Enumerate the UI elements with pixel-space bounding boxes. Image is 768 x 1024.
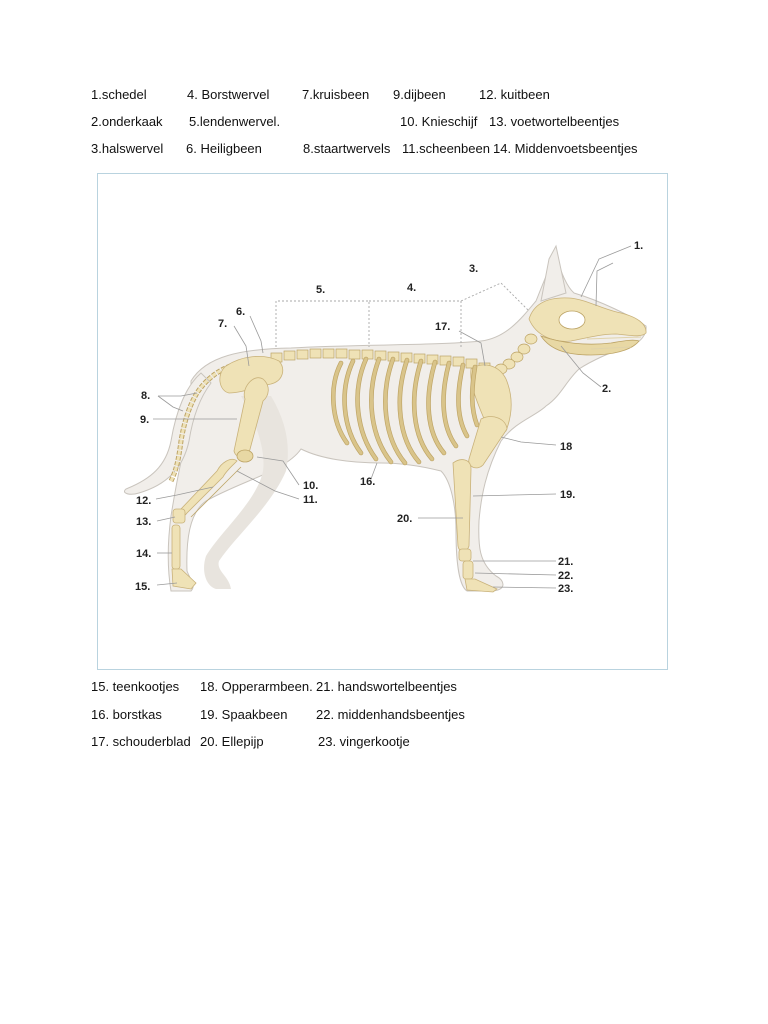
label-3: 3. bbox=[469, 263, 479, 275]
skull-bone bbox=[529, 298, 646, 341]
bottom-legend-row-1 bbox=[0, 679, 768, 699]
ear-silhouette bbox=[541, 246, 566, 301]
legend-item-5: 5.lendenwervel. bbox=[189, 114, 281, 129]
label-8: 8. bbox=[141, 390, 151, 402]
label-4: 4. bbox=[407, 282, 417, 294]
label-5: 5. bbox=[316, 284, 326, 296]
label-10: 10. bbox=[303, 480, 319, 492]
eye-orbit bbox=[559, 311, 585, 329]
label-22: 22. bbox=[558, 570, 574, 582]
legend-item-3: 3.halswervel bbox=[91, 141, 164, 156]
label-19: 19. bbox=[560, 489, 576, 501]
legend-row-2 bbox=[0, 114, 768, 134]
legend-item-23: 23. vingerkootje bbox=[318, 734, 410, 749]
dog-skeleton-diagram bbox=[98, 174, 669, 671]
label-13: 13. bbox=[136, 516, 152, 528]
label-7: 7. bbox=[218, 318, 228, 330]
legend-row-1 bbox=[0, 87, 768, 107]
patella-bone bbox=[237, 450, 253, 462]
legend-item-13: 13. voetwortelbeentjes bbox=[489, 114, 620, 129]
label-9: 9. bbox=[140, 414, 150, 426]
metacarpal-bones bbox=[463, 561, 473, 579]
label-1: 1. bbox=[634, 240, 644, 252]
legend-item-15: 15. teenkootjes bbox=[91, 679, 180, 694]
label-16: 16. bbox=[360, 476, 376, 488]
label-14: 14. bbox=[136, 548, 152, 560]
legend-item-18: 18. Opperarmbeen. bbox=[200, 679, 313, 694]
hind-phalanges bbox=[172, 569, 196, 589]
bottom-legend-row-3 bbox=[0, 734, 768, 754]
label-20: 20. bbox=[397, 513, 413, 525]
legend-item-1: 1.schedel bbox=[91, 87, 147, 102]
legend-row-3 bbox=[0, 141, 768, 161]
label-17: 17. bbox=[435, 321, 451, 333]
label-23: 23. bbox=[558, 583, 574, 595]
label-18: 18 bbox=[560, 441, 573, 453]
legend-item-21: 21. handswortelbeentjes bbox=[316, 679, 457, 694]
label-12: 12. bbox=[136, 495, 152, 507]
legend-item-14: 14. Middenvoetsbeentjes bbox=[493, 141, 638, 156]
legend-item-16: 16. borstkas bbox=[91, 707, 162, 722]
legend-item-20: 20. Ellepijp bbox=[200, 734, 264, 749]
legend-item-2: 2.onderkaak bbox=[91, 114, 163, 129]
label-2: 2. bbox=[602, 383, 612, 395]
legend-item-4: 4. Borstwervel bbox=[187, 87, 270, 102]
legend-item-11: 11.scheenbeen bbox=[402, 141, 490, 156]
dog-skeleton-figure bbox=[97, 173, 668, 670]
label-6: 6. bbox=[236, 306, 246, 318]
legend-item-9: 9.dijbeen bbox=[393, 87, 446, 102]
metatarsal-bones bbox=[172, 525, 180, 569]
legend-item-7: 7.kruisbeen bbox=[302, 87, 370, 102]
legend-item-10: 10. Knieschijf bbox=[400, 114, 478, 129]
legend-item-22: 22. middenhandsbeentjes bbox=[316, 707, 465, 722]
legend-item-17: 17. schouderblad bbox=[91, 734, 191, 749]
carpal-bones bbox=[459, 549, 471, 561]
legend-item-8: 8.staartwervels bbox=[303, 141, 391, 156]
legend-item-6: 6. Heiligbeen bbox=[186, 141, 262, 156]
label-21: 21. bbox=[558, 556, 574, 568]
legend-item-19: 19. Spaakbeen bbox=[200, 707, 288, 722]
tarsal-bones bbox=[173, 509, 185, 523]
label-15: 15. bbox=[135, 581, 151, 593]
lumbar-region-bracket bbox=[276, 301, 369, 347]
bottom-legend-row-2 bbox=[0, 707, 768, 727]
legend-item-12: 12. kuitbeen bbox=[479, 87, 550, 102]
cervical-region-bracket bbox=[461, 283, 529, 311]
label-11: 11. bbox=[303, 494, 318, 506]
